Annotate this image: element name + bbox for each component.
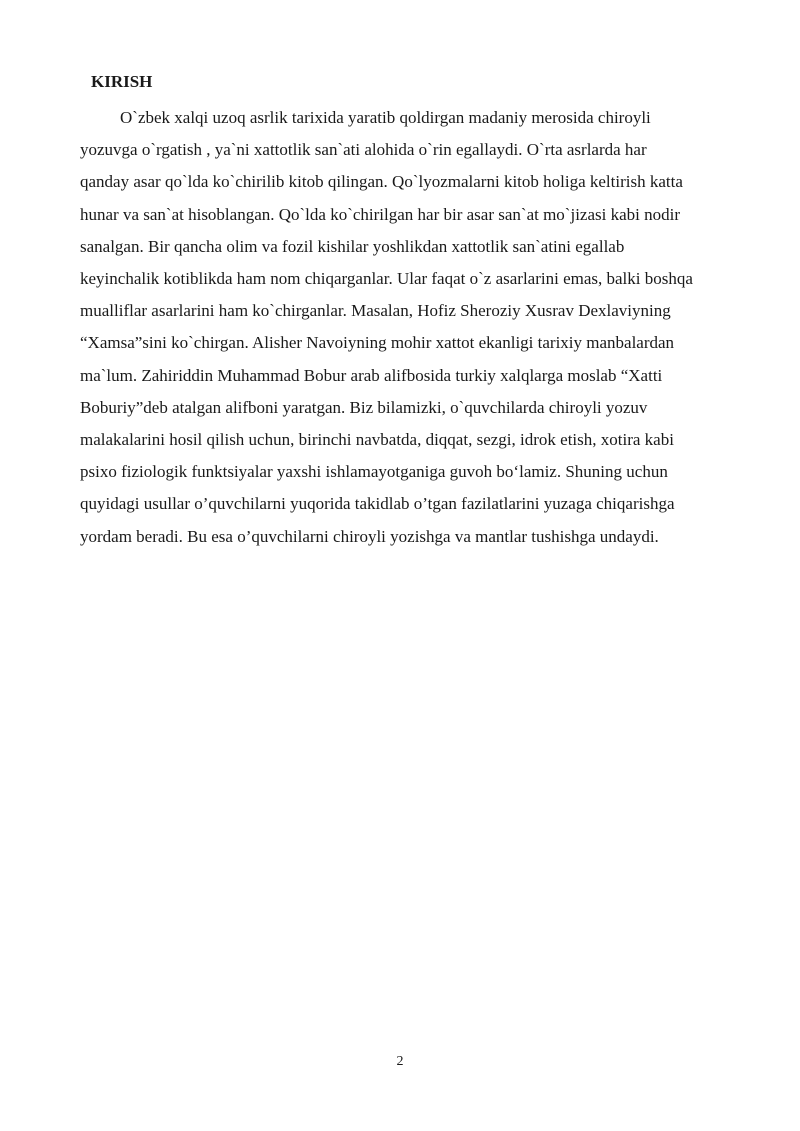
paragraph-line: O`zbek xalqi uzoq asrlik tarixida yaratib qoldirgan madaniy merosida chiroyli: [120, 108, 651, 127]
paragraph-line: yozuvga o`rgatish , ya`ni xattotlik san`ati alohida o`rin egallaydi. O`rta asrlarda har: [80, 140, 647, 160]
section-heading: KIRISH: [91, 72, 153, 91]
paragraph-line: yordam beradi. Bu esa o’quvchilarni chiroyli yozishga va mantlar tushishga undaydi.: [80, 526, 659, 546]
paragraph-line: psixo fiziologik funktsiyalar yaxshi ishlamayotganiga guvoh bo‘lamiz. Shuning uchun: [80, 462, 668, 482]
paragraph-line: keyinchalik kotiblikda ham nom chiqarganlar. Ular faqat o`z asarlarini emas, balki boshqa: [80, 269, 693, 289]
paragraph-line: quyidagi usullar o’quvchilarni yuqorida takidlab o’tgan fazilatlarini yuzaga chiqarishga: [80, 494, 675, 514]
body-paragraph: [80, 102, 760, 553]
page-number: 2: [396, 1054, 404, 1069]
paragraph-line: hunar va san`at hisoblangan. Qo`lda ko`chirilgan har bir asar san`at mo`jizasi kabi nodir: [80, 204, 680, 224]
paragraph-line: “Xamsa”sini ko`chirgan. Alisher Navoiyning mohir xattot ekanligi tarixiy manbalardan: [80, 333, 675, 353]
paragraph-line: mualliflar asarlarini ham ko`chirganlar. Masalan, Hofiz Sheroziy Xusrav Dexlaviyning: [80, 301, 671, 321]
paragraph-line: Boburiy”deb atalgan alifboni yaratgan. Biz bilamizki, o`quvchilarda chiroyli yozuv: [80, 397, 648, 417]
paragraph-line: ma`lum. Zahiriddin Muhammad Bobur arab alifbosida turkiy xalqlarga moslab “Xatti: [80, 365, 663, 385]
paragraph-line: sanalgan. Bir qancha olim va fozil kishilar yoshlikdan xattotlik san`atini egallab: [80, 236, 625, 256]
paragraph-line: qanday asar qo`lda ko`chirilib kitob qilingan. Qo`lyozmalarni kitob holiga keltirish katta: [80, 172, 683, 192]
paragraph-line: malakalarini hosil qilish uchun, birinchi navbatda, diqqat, sezgi, idrok etish, xotira kabi: [80, 430, 674, 450]
